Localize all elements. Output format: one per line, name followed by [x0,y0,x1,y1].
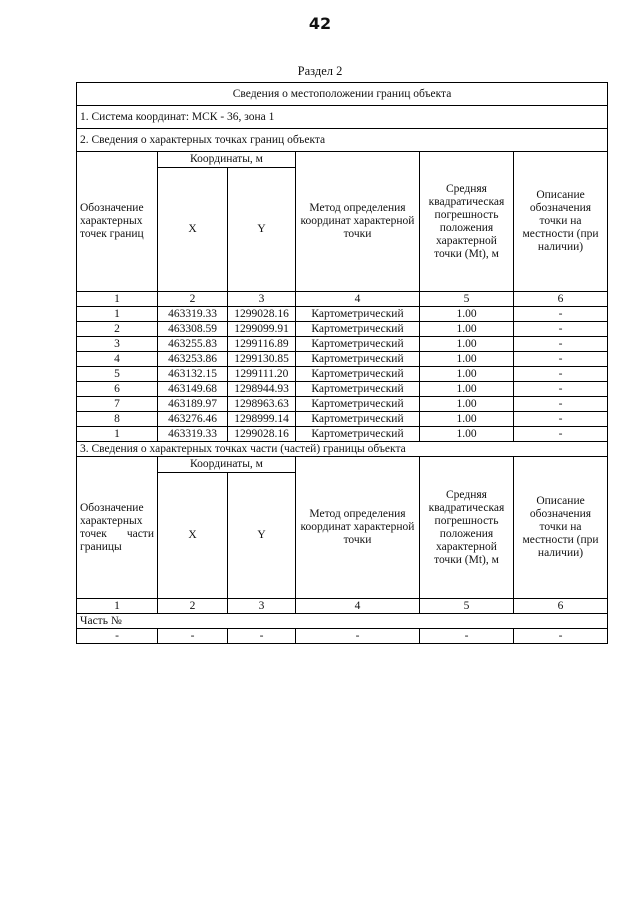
point-method: Картометрический [296,322,420,337]
point-number: 8 [77,412,158,427]
header-coordinates: Координаты, м [158,152,296,168]
header-description: Описание обозначения точки на местности (при наличии) [514,457,608,599]
point-y: 1298999.14 [228,412,296,427]
point-x: 463253.86 [158,352,228,367]
point-y: 1299028.16 [228,427,296,442]
part-cell: - [514,629,608,644]
point-description: - [514,397,608,412]
point-description: - [514,337,608,352]
table-row [77,322,608,337]
point-y: 1299116.89 [228,337,296,352]
point-y: 1299028.16 [228,307,296,322]
point-accuracy: 1.00 [420,397,514,412]
point-method: Картометрический [296,337,420,352]
header-y: Y [228,473,296,599]
column-number: 4 [296,599,420,614]
column-number: 3 [228,292,296,307]
point-y: 1299099.91 [228,322,296,337]
point-x: 463276.46 [158,412,228,427]
point-x: 463319.33 [158,427,228,442]
header-description: Описание обозначения точки на местности (при наличии) [514,152,608,292]
column-number: 2 [158,599,228,614]
point-y: 1299111.20 [228,367,296,382]
point-accuracy: 1.00 [420,412,514,427]
point-x: 463319.33 [158,307,228,322]
header-x: X [158,168,228,292]
point-accuracy: 1.00 [420,382,514,397]
column-number: 3 [228,599,296,614]
table-row [77,367,608,382]
point-accuracy: 1.00 [420,322,514,337]
table-row [77,382,608,397]
point-description: - [514,352,608,367]
boundary-table [76,82,608,644]
point-accuracy: 1.00 [420,337,514,352]
part-cell: - [420,629,514,644]
point-number: 6 [77,382,158,397]
point-y: 1298944.93 [228,382,296,397]
point-method: Картометрический [296,412,420,427]
header-designation: Обозначение характерных точек границ [77,152,158,292]
point-method: Картометрический [296,397,420,412]
point-accuracy: 1.00 [420,367,514,382]
point-description: - [514,307,608,322]
part3-title: 3. Сведения о характерных точках части (частей) границы объекта [77,442,608,457]
column-number: 4 [296,292,420,307]
point-number: 1 [77,307,158,322]
part2-title: 2. Сведения о характерных точках границ объекта [77,129,608,152]
point-accuracy: 1.00 [420,352,514,367]
header-accuracy: Средняя квадратическая погрешность положения характерной точки (Mt), м [420,152,514,292]
column-number: 1 [77,599,158,614]
point-method: Картометрический [296,352,420,367]
table-row [77,412,608,427]
point-x: 463149.68 [158,382,228,397]
header-x: X [158,473,228,599]
coordinate-system: 1. Система координат: МСК - 36, зона 1 [77,106,608,129]
point-description: - [514,427,608,442]
header-y: Y [228,168,296,292]
point-accuracy: 1.00 [420,307,514,322]
point-description: - [514,322,608,337]
column-number: 5 [420,292,514,307]
point-description: - [514,367,608,382]
table-row [77,337,608,352]
point-x: 463308.59 [158,322,228,337]
point-x: 463132.15 [158,367,228,382]
table-row [77,352,608,367]
point-y: 1299130.85 [228,352,296,367]
point-number: 4 [77,352,158,367]
point-method: Картометрический [296,382,420,397]
table-row [77,427,608,442]
column-number: 6 [514,292,608,307]
point-accuracy: 1.00 [420,427,514,442]
point-number: 1 [77,427,158,442]
section-title: Раздел 2 [297,64,343,78]
page-number: 42 [308,14,332,33]
point-x: 463255.83 [158,337,228,352]
point-method: Картометрический [296,307,420,322]
part-cell: - [228,629,296,644]
point-description: - [514,412,608,427]
point-description: - [514,382,608,397]
part-cell: - [158,629,228,644]
column-number: 1 [77,292,158,307]
header-designation-part: Обозначение характерных точек части границы [77,457,158,599]
table-row [77,397,608,412]
header-method: Метод определения координат характерной точки [296,457,420,599]
header-method: Метод определения координат характерной точки [296,152,420,292]
part-cell: - [296,629,420,644]
part-cell: - [77,629,158,644]
table-title: Сведения о местоположении границ объекта [77,83,608,106]
point-number: 5 [77,367,158,382]
header-accuracy: Средняя квадратическая погрешность положения характерной точки (Mt), м [420,457,514,599]
points-body [77,307,608,442]
point-x: 463189.97 [158,397,228,412]
point-number: 2 [77,322,158,337]
point-method: Картометрический [296,427,420,442]
point-number: 3 [77,337,158,352]
part-label: Часть № [77,614,608,629]
point-method: Картометрический [296,367,420,382]
column-number: 5 [420,599,514,614]
header-coordinates: Координаты, м [158,457,296,473]
column-number: 6 [514,599,608,614]
point-number: 7 [77,397,158,412]
table-row [77,307,608,322]
column-number: 2 [158,292,228,307]
point-y: 1298963.63 [228,397,296,412]
